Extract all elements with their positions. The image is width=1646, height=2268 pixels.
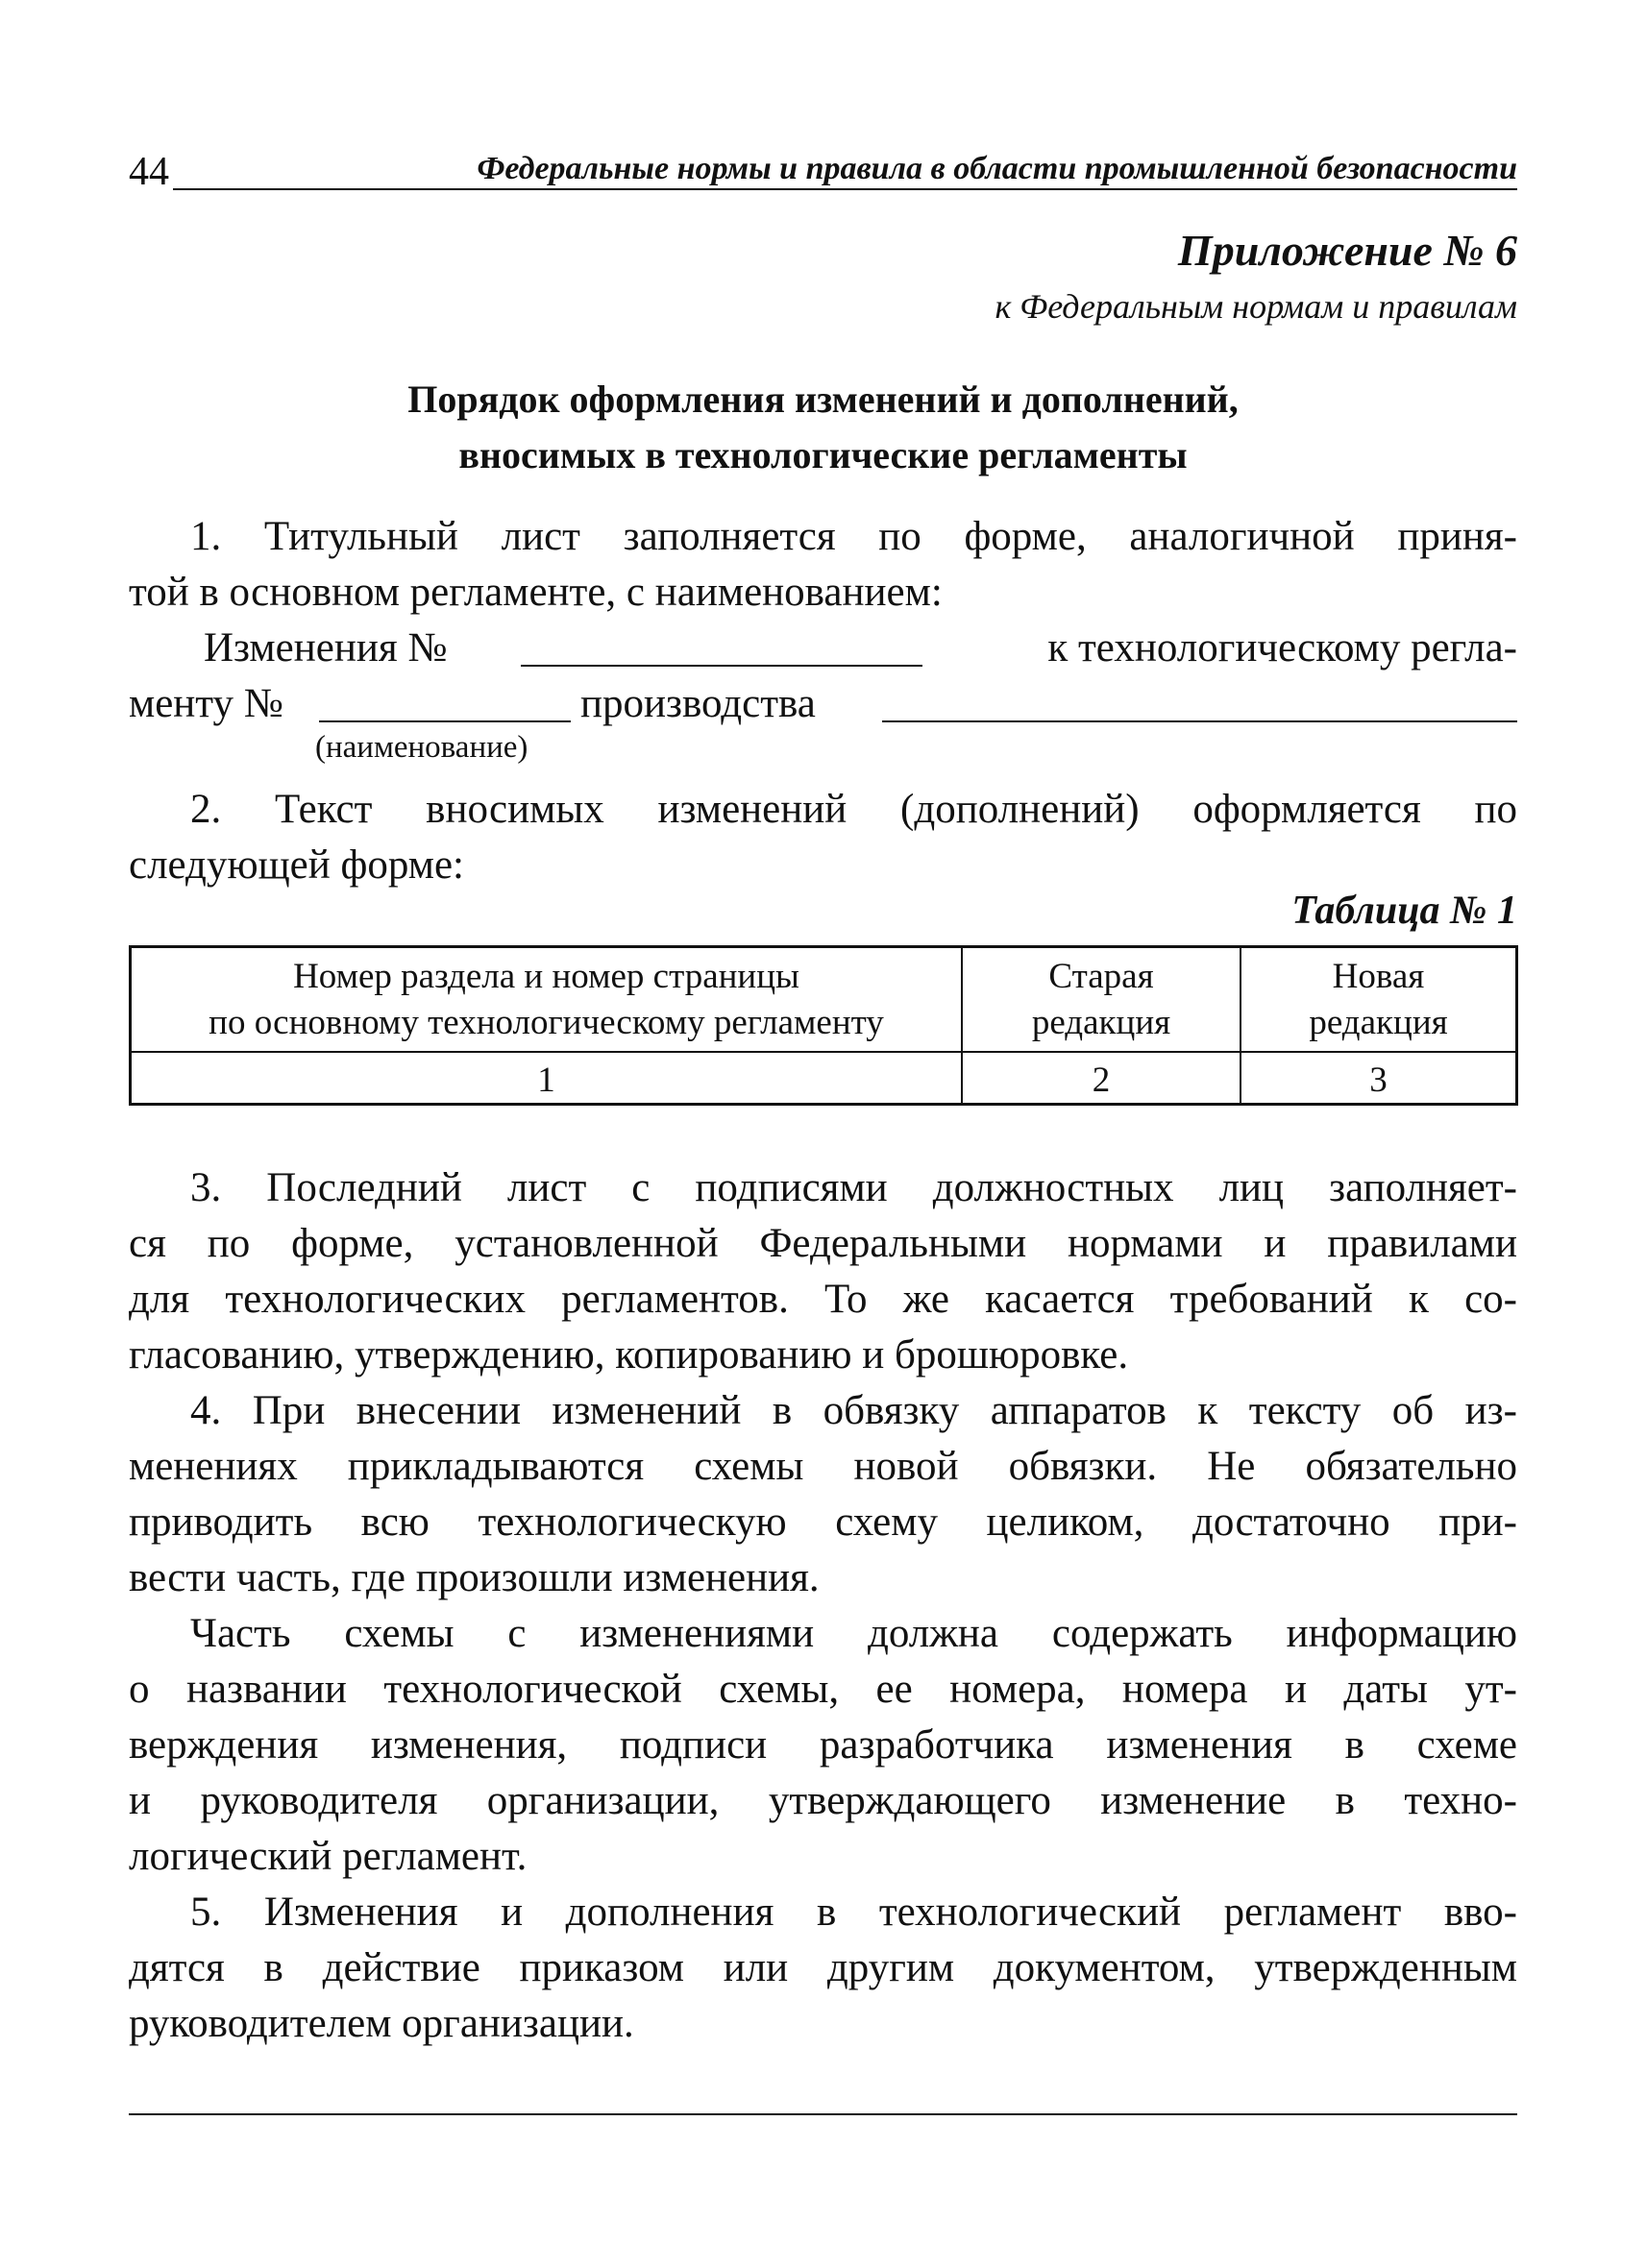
appendix-title: Приложение № 6 bbox=[1177, 226, 1517, 275]
paragraph-3-line: ся по форме, установленной Федеральными нормами и правилами bbox=[129, 1221, 1517, 1266]
paragraph-3-line: 3. Последний лист с подписями должностных лиц заполняет- bbox=[190, 1165, 1517, 1210]
regulation-number-field bbox=[319, 720, 571, 722]
header-rule bbox=[173, 188, 1517, 190]
paragraph-1-line: той в основном регламенте, с наименованием: bbox=[129, 570, 943, 615]
paragraph-2-line: 2. Текст вносимых изменений (дополнений) оформляется по bbox=[190, 787, 1517, 832]
table-number-cell: 1 bbox=[537, 1061, 555, 1100]
appendix-subtitle: к Федеральным нормам и правилам bbox=[995, 287, 1517, 326]
naming-caption: (наименование) bbox=[315, 730, 528, 765]
table-header-cell: Новая bbox=[1332, 957, 1425, 996]
paragraph-5-line: дятся в действие приказом или другим документом, утвержденным bbox=[129, 1945, 1517, 1990]
regulation-number-label: менту № bbox=[129, 681, 283, 726]
table-number-cell: 2 bbox=[1092, 1061, 1111, 1100]
paragraph-4b-line: Часть схемы с изменениями должна содержать информацию bbox=[190, 1611, 1517, 1656]
paragraph-4b-line: и руководителя организации, утверждающего изменение в техно- bbox=[129, 1778, 1517, 1823]
table-header-cell: по основному технологическому регламенту bbox=[209, 1003, 884, 1042]
paragraph-5-line: руководителем организации. bbox=[129, 2001, 634, 2046]
to-regulation-text: к технологическому регла- bbox=[1047, 625, 1517, 671]
table-header-cell: Старая bbox=[1048, 957, 1154, 996]
table-header-cell: редакция bbox=[1031, 1003, 1171, 1042]
table-header-cell: редакция bbox=[1309, 1003, 1448, 1042]
table-border bbox=[129, 945, 1518, 948]
paragraph-4-line: менениях прикладываются схемы новой обвязки. Не обязательно bbox=[129, 1444, 1517, 1489]
changes-number-label: Изменения № bbox=[204, 625, 448, 671]
changes-number-field bbox=[521, 665, 922, 667]
production-label: производства bbox=[580, 681, 816, 726]
footer-rule bbox=[129, 2113, 1517, 2115]
table-border bbox=[129, 1051, 1518, 1053]
paragraph-4-line: 4. При внесении изменений в обвязку аппаратов к тексту об из- bbox=[190, 1388, 1517, 1433]
table-border bbox=[1515, 945, 1518, 1106]
paragraph-3-line: гласованию, утверждению, копированию и брошюровке. bbox=[129, 1332, 1129, 1378]
paragraph-4-line: приводить всю технологическую схему целиком, достаточно при- bbox=[129, 1500, 1517, 1545]
page-number: 44 bbox=[129, 150, 169, 194]
paragraph-2-line: следующей форме: bbox=[129, 842, 464, 888]
paragraph-4b-line: о названии технологической схемы, ее номера, номера и даты ут- bbox=[129, 1667, 1517, 1712]
running-title: Федеральные нормы и правила в области промышленной безопасности bbox=[477, 151, 1517, 186]
production-name-field bbox=[882, 720, 1517, 722]
paragraph-4b-line: верждения изменения, подписи разработчика изменения в схеме bbox=[129, 1722, 1517, 1768]
table-title: Таблица № 1 bbox=[1291, 889, 1517, 933]
table-border bbox=[129, 1103, 1518, 1106]
document-title-line: Порядок оформления изменений и дополнений, bbox=[407, 378, 1239, 421]
paragraph-4b-line: логический регламент. bbox=[129, 1834, 528, 1879]
table-number-cell: 3 bbox=[1369, 1061, 1388, 1100]
paragraph-3-line: для технологических регламентов. То же касается требований к со- bbox=[129, 1277, 1517, 1322]
paragraph-4-line: вести часть, где произошли изменения. bbox=[129, 1555, 820, 1600]
table-header-cell: Номер раздела и номер страницы bbox=[293, 957, 799, 996]
paragraph-1-line: 1. Титульный лист заполняется по форме, аналогичной приня- bbox=[190, 514, 1517, 559]
document-title-line: вносимых в технологические регламенты bbox=[458, 433, 1188, 476]
paragraph-5-line: 5. Изменения и дополнения в технологический регламент вво- bbox=[190, 1890, 1517, 1935]
